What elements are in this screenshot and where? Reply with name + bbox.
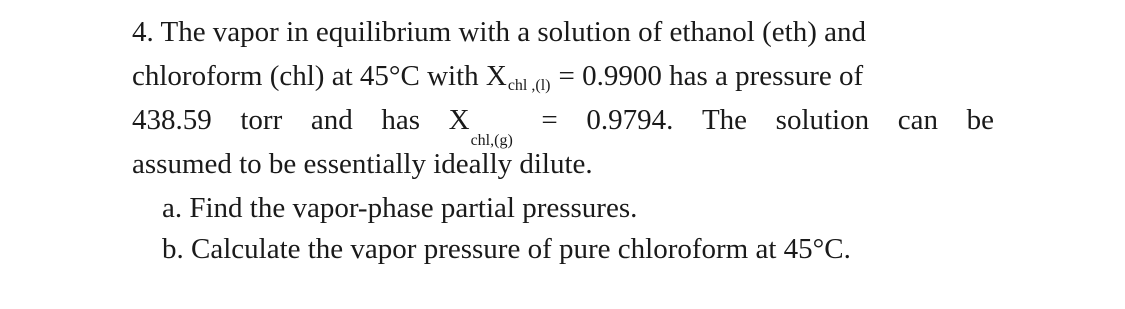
word: can — [897, 104, 938, 136]
problem-line-1 — [132, 18, 994, 62]
equals-sign: = — [541, 104, 558, 136]
problem-statement — [132, 18, 994, 276]
mole-fraction-gas-subscript: chl,(g) — [470, 132, 513, 149]
word: The — [701, 104, 748, 136]
problem-line-2-after: = 0.9900 has a pressure of — [558, 60, 864, 92]
problem-parts — [132, 194, 994, 276]
word: be — [966, 104, 994, 136]
problem-line-4 — [132, 150, 994, 194]
problem-line-3 — [132, 106, 994, 150]
problem-line-4-text: assumed to be essentially ideally dilute. — [132, 148, 593, 180]
word: has — [381, 104, 420, 136]
word: 0.9794. — [586, 104, 674, 136]
problem-line-2-before: chloroform (chl) at 45°C with X — [132, 60, 507, 92]
part-a: a. Find the vapor-phase partial pressures. — [162, 192, 638, 224]
word: 438.59 — [132, 104, 212, 136]
word: solution — [775, 104, 870, 136]
word: torr — [240, 104, 283, 136]
problem-line-1-text: 4. The vapor in equilibrium with a solution of ethanol (eth) and — [132, 16, 866, 48]
part-b: b. Calculate the vapor pressure of pure chloroform at 45°C. — [162, 233, 851, 265]
word: and — [310, 104, 353, 136]
mole-fraction-gas — [448, 104, 513, 149]
mole-fraction-liquid-subscript: chl ,(l) — [507, 77, 551, 94]
mole-fraction-gas-symbol: X — [448, 104, 470, 136]
problem-line-2 — [132, 62, 994, 106]
